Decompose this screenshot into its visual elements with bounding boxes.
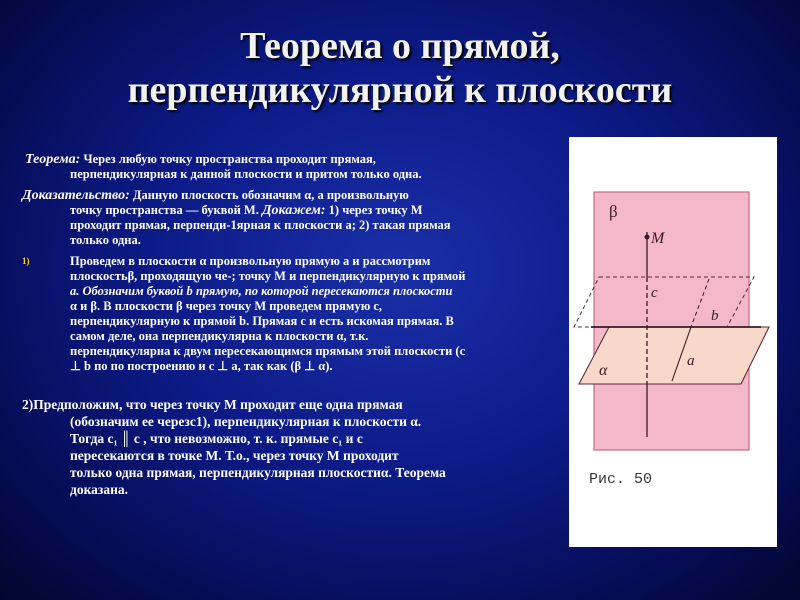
point-M [645,235,650,240]
figure-50 [569,137,777,547]
theorem-text-2: перпендикулярная к данной плоскости и притом только одна. [70,167,422,181]
label-beta: β [609,202,618,221]
label-a: a [687,353,695,369]
slide-body [22,152,562,498]
step-1-line: перпендикулярна к двум пересекающимся прямым этой плоскости (с [70,344,466,358]
label-b: b [711,308,719,324]
step-2-line: 2)Предположим, что через точку М проходит еще одна прямая [22,397,403,412]
title-line-2: перпендикулярной к плоскости [127,69,673,111]
step-1-line: плоскостьβ, проходящую че-; точку М и перпендикулярную к прямой [70,269,466,283]
step-2-line: пересекаются в точке М. Т.о., через точку М проходит [70,448,399,463]
proof-paragraph [22,188,562,248]
theorem-text-1: Через любую точку пространства проходит прямая, [83,152,376,166]
proof-text-2: точку пространства — буквой М. [70,203,259,217]
step-1-line: а. Обозначим буквой b прямую, по которой пересекаются плоскости [70,284,453,298]
proof-text-3: 1) через точку М [328,203,423,217]
step-2-paragraph [22,396,562,498]
label-alpha: α [599,362,608,379]
figure-caption: Рис. 50 [589,471,653,488]
step-2-line: (обозначим ее черезс1), перпендикулярная к плоскости α. [70,414,422,429]
proof-text-5: только одна. [70,233,141,247]
proof-label: Доказательство: [22,188,130,203]
plane-beta [594,192,749,450]
step-1-line: перпендикулярную к прямой b. Прямая с и есть искомая прямая. В [70,314,454,328]
step-1-paragraph [22,254,562,374]
label-c: c [651,285,658,301]
step-1-line: ⊥ b по по построению и с ⊥ а, так как (β ⊥ α). [70,359,333,373]
proof-text-4: проходит прямая, перпенди-1ярная к плоскости а; 2) такая прямая [70,218,451,232]
step-1-line: α и β. В плоскости β через точку М проведем прямую с, [70,299,383,313]
label-M: M [651,230,665,247]
step-2-line: только одна прямая, перпендикулярная плоскостиα. Теорема [70,465,446,480]
step-2-line: Тогда с₁ ║ с , что невозможно, т. к. прямые с₁ и с [70,431,363,446]
title-line-1: Теорема о прямой, [240,25,560,67]
theorem-paragraph [22,152,562,182]
step-1-line: Проведем в плоскости α произвольную прямую а и рассмотрим [70,254,431,268]
step-1-marker: 1) [22,256,30,266]
figure-drawing [569,137,777,547]
theorem-label: Теорема: [25,152,81,167]
step-1-line: самом деле, она перпендикулярна к плоскости α, т.к. [70,329,369,343]
prove-label: Докажем: [261,203,326,218]
step-2-line: доказана. [70,482,128,497]
slide-title [0,24,800,112]
proof-text-1: Данную плоскость обозначим α, а произвольную [132,188,409,202]
